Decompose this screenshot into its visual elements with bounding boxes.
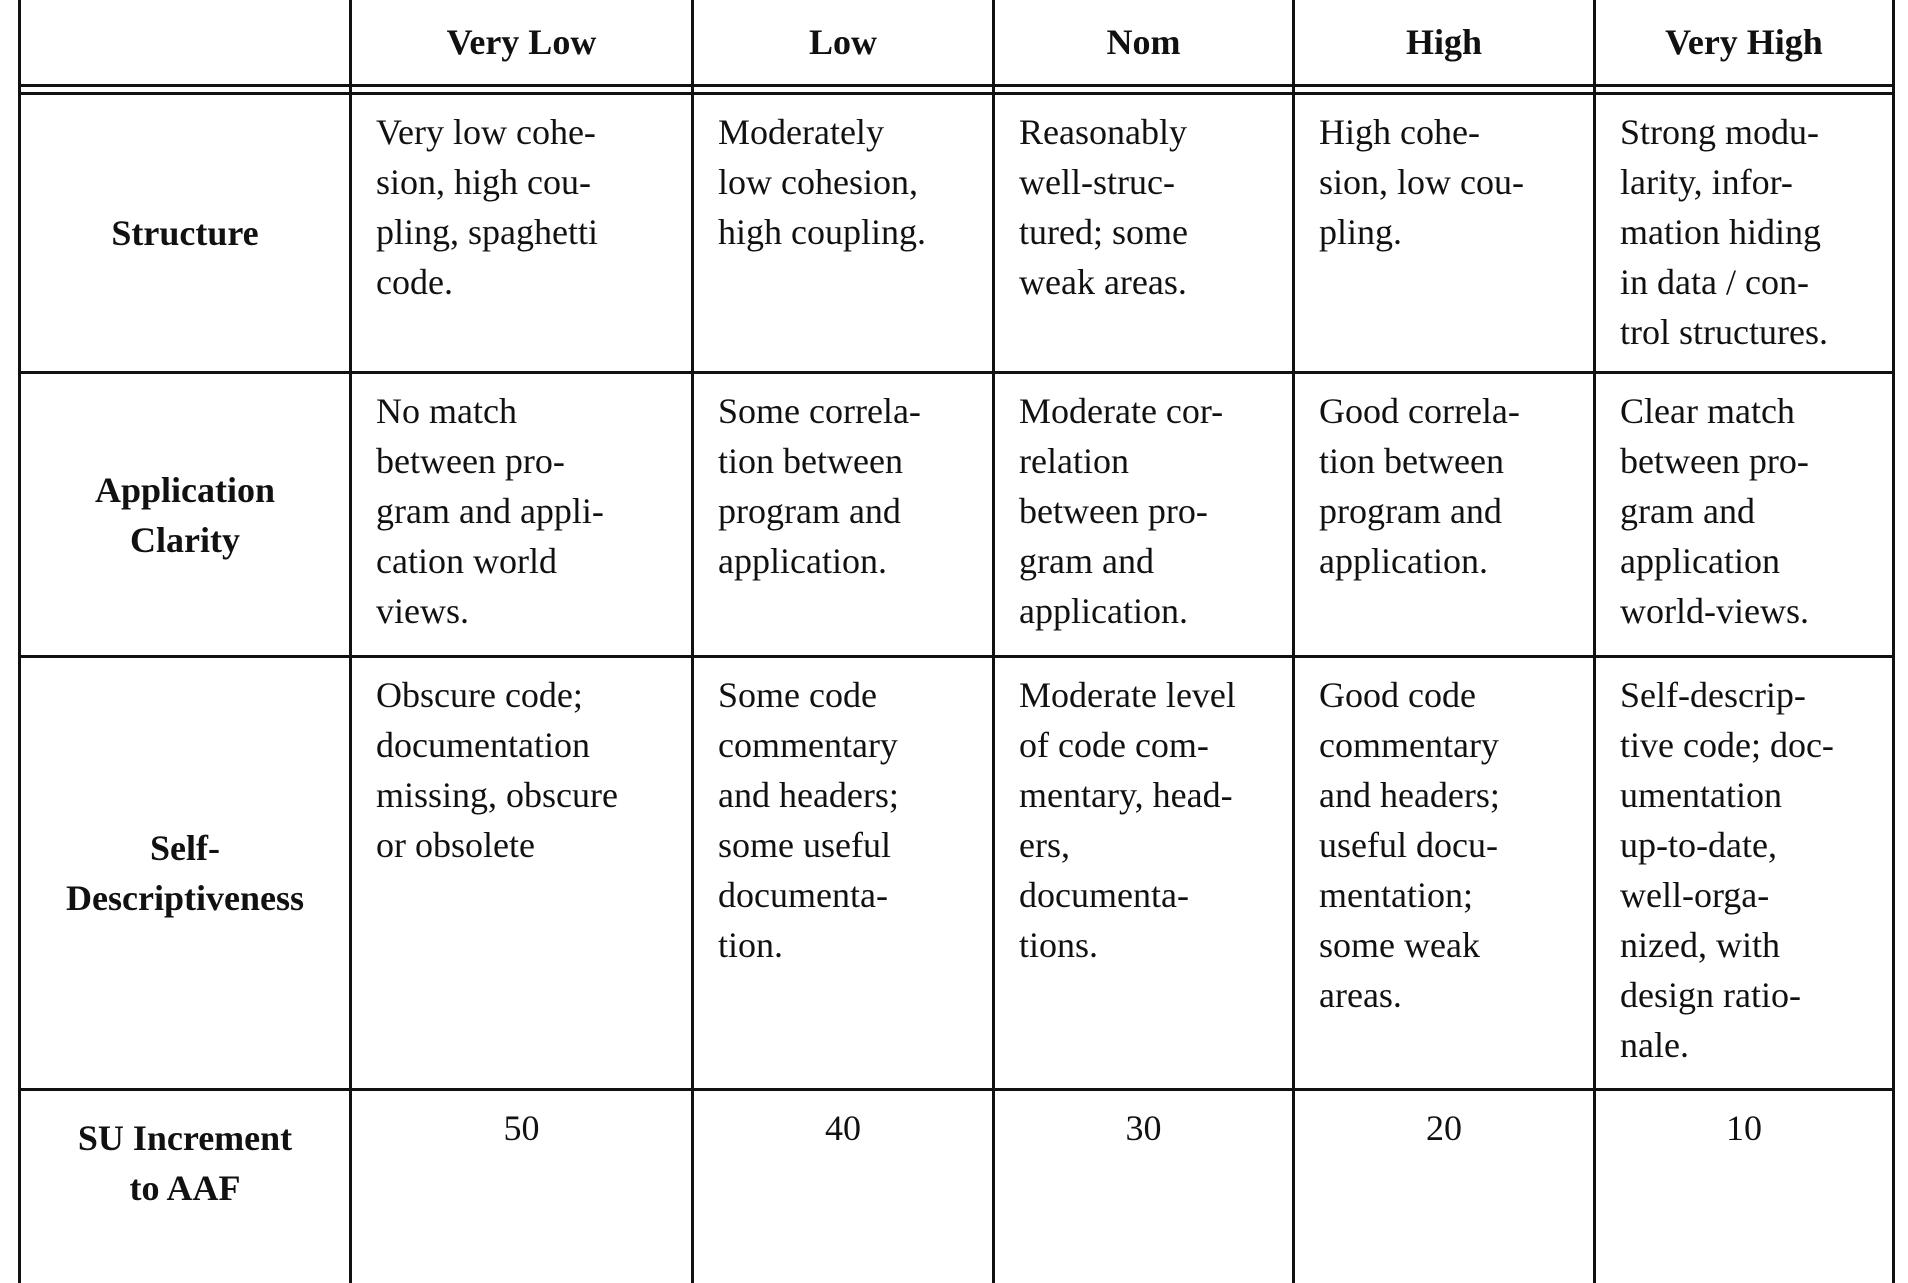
table-cell: Self-descrip- tive code; doc- umentation up-to-date, well-orga- nized, with design ratio- nale. bbox=[1595, 657, 1894, 1090]
table-row bbox=[20, 94, 1894, 373]
table-cell: Obscure code; documentation missing, obscure or obsolete bbox=[351, 657, 693, 1090]
row-label: Structure bbox=[20, 94, 351, 373]
table-cell: Moderately low cohesion, high coupling. bbox=[693, 94, 994, 373]
table-cell: Strong modu- larity, infor- mation hiding in data / con- trol structures. bbox=[1595, 94, 1894, 373]
table-cell: 50 bbox=[351, 1090, 693, 1283]
header-cell: High bbox=[1294, 0, 1595, 86]
header-cell: Nom bbox=[994, 0, 1294, 86]
table-cell: 10 bbox=[1595, 1090, 1894, 1283]
row-label: SU Increment to AAF bbox=[20, 1090, 351, 1283]
header-row bbox=[20, 0, 1894, 86]
table-cell: 30 bbox=[994, 1090, 1294, 1283]
table-row bbox=[20, 1090, 1894, 1283]
table-cell: 20 bbox=[1294, 1090, 1595, 1283]
header-cell: Very Low bbox=[351, 0, 693, 86]
table-cell: Moderate cor- relation between pro- gram and application. bbox=[994, 373, 1294, 657]
table-cell: No match between pro- gram and appli- cation world views. bbox=[351, 373, 693, 657]
table-cell: Reasonably well-struc- tured; some weak areas. bbox=[994, 94, 1294, 373]
table-cell: Very low cohe- sion, high cou- pling, spaghetti code. bbox=[351, 94, 693, 373]
table-row bbox=[20, 373, 1894, 657]
table-cell: Good correla- tion between program and application. bbox=[1294, 373, 1595, 657]
header-cell: Very High bbox=[1595, 0, 1894, 86]
table-cell: Clear match between pro- gram and application world-views. bbox=[1595, 373, 1894, 657]
table-cell: High cohe- sion, low cou- pling. bbox=[1294, 94, 1595, 373]
row-label: Self- Descriptiveness bbox=[20, 657, 351, 1090]
header-divider bbox=[20, 86, 1894, 94]
table-cell: Some code commentary and headers; some useful documenta- tion. bbox=[693, 657, 994, 1090]
table-cell: Some correla- tion between program and application. bbox=[693, 373, 994, 657]
su-rating-table bbox=[18, 0, 1895, 1283]
table-cell: Moderate level of code com- mentary, head- ers, documenta- tions. bbox=[994, 657, 1294, 1090]
header-cell: Low bbox=[693, 0, 994, 86]
table-row bbox=[20, 657, 1894, 1090]
table-cell: Good code commentary and headers; useful docu- mentation; some weak areas. bbox=[1294, 657, 1595, 1090]
row-label: Application Clarity bbox=[20, 373, 351, 657]
table-cell: 40 bbox=[693, 1090, 994, 1283]
header-cell bbox=[20, 0, 351, 86]
